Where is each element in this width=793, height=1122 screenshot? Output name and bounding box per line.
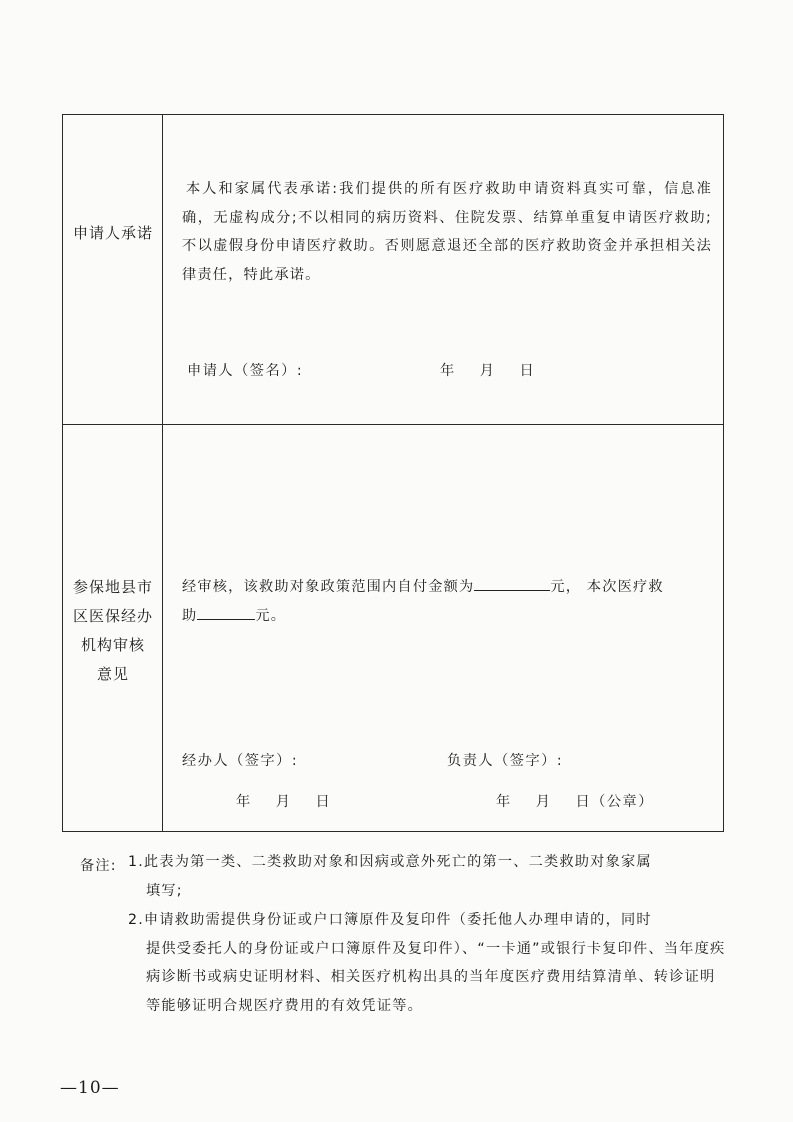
review-text xyxy=(182,573,712,630)
handler-date: 年 月 日 xyxy=(236,794,332,810)
note-continuation: 填写; xyxy=(146,882,183,899)
handler-signature-label: 经办人（签字）: xyxy=(182,753,299,769)
notes-heading: 备注: xyxy=(80,858,117,874)
table-row-divider xyxy=(62,424,724,425)
note-item xyxy=(128,906,728,1020)
applicant-commitment-label: 申请人承诺 xyxy=(72,224,153,242)
review-label-line: 机构审核 xyxy=(80,636,145,654)
review-label-line: 意见 xyxy=(96,665,129,683)
applicant-date: 年 月 日 xyxy=(440,363,536,379)
review-text-part: 助 xyxy=(182,607,198,624)
commitment-text: 本人和家属代表承诺:我们提供的所有医疗救助申请资料真实可靠，信息准确，无虚构成分;不以相同的病历资料、住院发票、结算单重复申请医疗救助;不以虚假身份申请医疗救助。否则愿意退还全部的医疗救助资金并承担相关法律责任，特此承诺。 xyxy=(182,181,712,283)
page-number: —10— xyxy=(60,1078,120,1098)
applicant-signature-label: 申请人（签名）: xyxy=(187,363,304,379)
review-text-part: 元。 xyxy=(255,607,287,624)
table-column-divider xyxy=(162,114,163,832)
review-label-line: 区医保经办 xyxy=(72,607,153,625)
review-text-part: 元， 本次医疗救 xyxy=(550,579,664,595)
self-pay-amount-blank[interactable] xyxy=(474,575,550,591)
review-opinion-label xyxy=(64,573,162,689)
note-line: 1.此表为第一类、二类救助对象和因病或意外死亡的第一、二类救助对象家属 xyxy=(128,854,652,870)
responsible-date: 年 月 日（公章） xyxy=(496,794,654,810)
note-continuation: 提供受委托人的身份证或户口簿原件及复印件）、“一卡通”或银行卡复印件、当年度疾 病诊断书或病史证明材料、相关医疗机构出具的当年度医疗费用结算清单、转诊证明 等能够证明合规医疗费用的有效凭证等。 xyxy=(146,940,726,1014)
review-label-line: 参保地县市 xyxy=(72,578,153,596)
assistance-amount-blank[interactable] xyxy=(197,604,255,620)
review-text-part: 经审核，该救助对象政策范围内自付金额为 xyxy=(182,579,475,595)
note-item xyxy=(128,848,728,905)
note-line: 2.申请救助需提供身份证或户口簿原件及复印件（委托他人办理申请的，同时 xyxy=(128,912,652,928)
responsible-signature-label: 负责人（签字）: xyxy=(447,753,564,769)
